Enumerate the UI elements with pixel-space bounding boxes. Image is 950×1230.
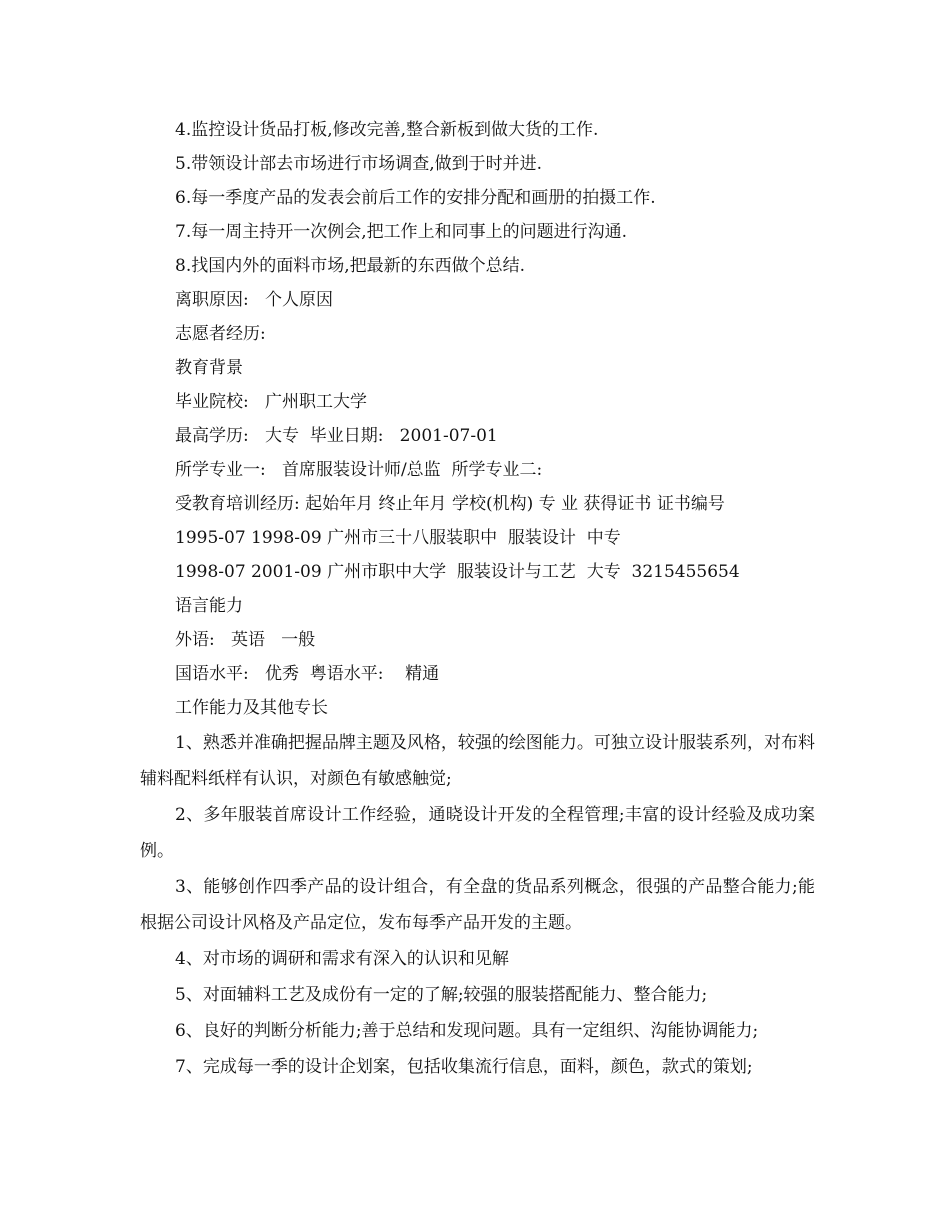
skill-item: 3、能够创作四季产品的设计组合，有全盘的货品系列概念，很强的产品整合能力;能根据公司设计风格及产品定位，发布每季产品开发的主题。: [140, 877, 815, 933]
duty-line: 5.带领设计部去市场进行市场调查,做到于时并进.: [175, 154, 543, 174]
leave-reason: 离职原因: 个人原因: [175, 290, 333, 310]
training-header: 受教育培训经历: 起始年月 终止年月 学校(机构) 专 业 获得证书 证书编号: [175, 494, 725, 514]
skill-item: 5、对面辅料工艺及成份有一定的了解;较强的服装搭配能力、整合能力;: [175, 985, 708, 1005]
education-heading: 教育背景: [175, 358, 243, 378]
skill-item: 1、熟悉并准确把握品牌主题及风格，较强的绘图能力。可独立设计服装系列，对布料辅料配料纸样有认识，对颜色有敏感触觉;: [140, 733, 815, 789]
education-record: 1998-07 2001-09 广州市职中大学 服装设计与工艺 大专 3215455654: [175, 562, 740, 582]
resume-content: [140, 113, 815, 1085]
duty-line: 6.每一季度产品的发表会前后工作的安排分配和画册的拍摄工作.: [175, 188, 656, 208]
education-record: 1995-07 1998-09 广州市三十八服装职中 服装设计 中专: [175, 528, 621, 548]
duty-line: 4.监控设计货品打板,修改完善,整合新板到做大货的工作.: [175, 120, 599, 140]
duty-line: 8.找国内外的面料市场,把最新的东西做个总结.: [175, 256, 526, 276]
graduate-school: 毕业院校: 广州职工大学: [175, 392, 367, 412]
volunteer-experience: 志愿者经历:: [175, 324, 266, 344]
major: 所学专业一: 首席服装设计师/总监 所学专业二:: [175, 460, 543, 480]
skills-heading: 工作能力及其他专长: [175, 698, 328, 718]
skill-item: 7、完成每一季的设计企划案，包括收集流行信息，面料，颜色，款式的策划;: [175, 1057, 753, 1077]
language-heading: 语言能力: [175, 596, 243, 616]
foreign-language: 外语: 英语 一般: [175, 630, 316, 650]
skill-item: 6、良好的判断分析能力;善于总结和发现问题。具有一定组织、沟能协调能力;: [175, 1021, 759, 1041]
highest-degree: 最高学历: 大专 毕业日期: 2001-07-01: [175, 426, 498, 446]
language-levels: 国语水平: 优秀 粤语水平: 精通: [175, 664, 440, 684]
skill-item: 2、多年服装首席设计工作经验，通晓设计开发的全程管理;丰富的设计经验及成功案例。: [140, 805, 815, 861]
duty-line: 7.每一周主持开一次例会,把工作上和同事上的问题进行沟通.: [175, 222, 628, 242]
skill-item: 4、对市场的调研和需求有深入的认识和见解: [175, 949, 509, 969]
